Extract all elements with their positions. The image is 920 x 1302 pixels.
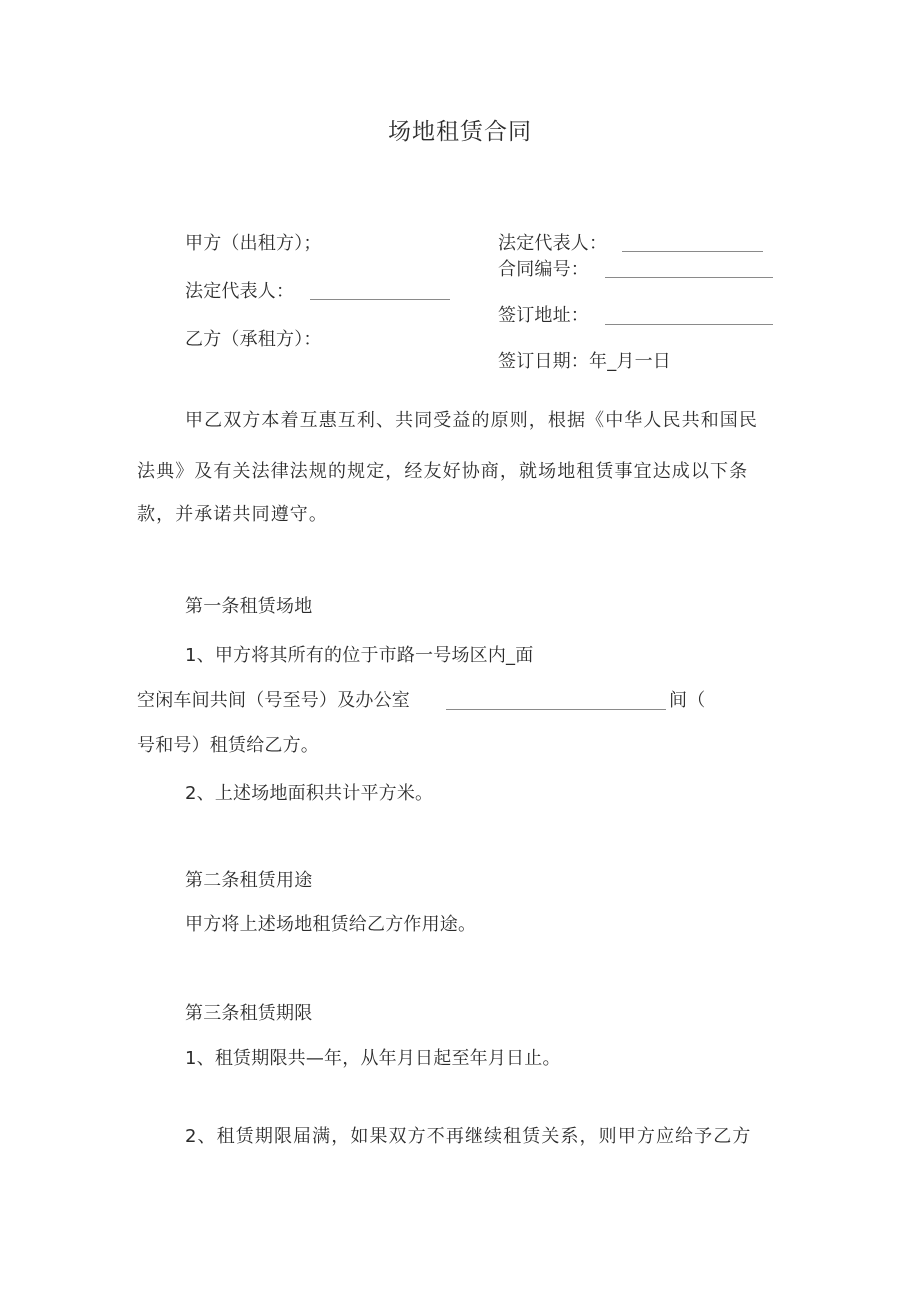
party-a-rep-blank [310, 299, 450, 300]
sign-place-label: 签订地址： [498, 305, 589, 326]
article-1-item-1-line-1: 1、甲方将其所有的位于市路一号场区内_面 [185, 645, 534, 666]
article-1-item-1-line-2: 空闲车间共间（号至号）及办公室 [137, 690, 410, 711]
party-b-label: 乙方（承租方）： [185, 329, 322, 350]
article-1-heading: 第一条租赁场地 [185, 596, 313, 617]
article-3-item-2: 2、租赁期限届满，如果双方不再继续租赁关系，则甲方应给予乙方 [185, 1126, 752, 1147]
preamble-line-2: 法典》及有关法律法规的规定，经友好协商，就场地租赁事宜达成以下条 [137, 461, 749, 482]
article-1-item-2: 2、上述场地面积共计平方米。 [185, 783, 434, 804]
office-count-blank [446, 709, 666, 710]
article-1-item-1-line-3: 号和号）租赁给乙方。 [137, 735, 319, 756]
preamble-line-3: 款，并承诺共同遵守。 [137, 504, 328, 525]
article-3-item-1: 1、租赁期限共—年，从年月日起至年月日止。 [185, 1048, 561, 1069]
party-a-rep-label: 法定代表人： [185, 281, 295, 302]
sign-date-label: 签订日期：年_月一日 [498, 351, 671, 372]
article-3-heading: 第三条租赁期限 [185, 1003, 313, 1024]
article-2-text: 甲方将上述场地租赁给乙方作用途。 [185, 914, 477, 935]
article-2-heading: 第二条租赁用途 [185, 870, 313, 891]
contract-no-blank [605, 277, 773, 278]
party-a-label: 甲方（出租方）； [185, 233, 322, 254]
article-1-item-1-line-2-end: 间（ [669, 690, 706, 711]
document-title: 场地租赁合同 [388, 119, 532, 145]
right-rep-blank [622, 251, 763, 252]
sign-place-blank [605, 324, 773, 325]
right-rep-label: 法定代表人： [498, 233, 608, 254]
preamble-line-1: 甲乙双方本着互惠互利、共同受益的原则，根据《中华人民共和国民 [185, 410, 758, 431]
contract-no-label: 合同编号： [498, 259, 589, 280]
